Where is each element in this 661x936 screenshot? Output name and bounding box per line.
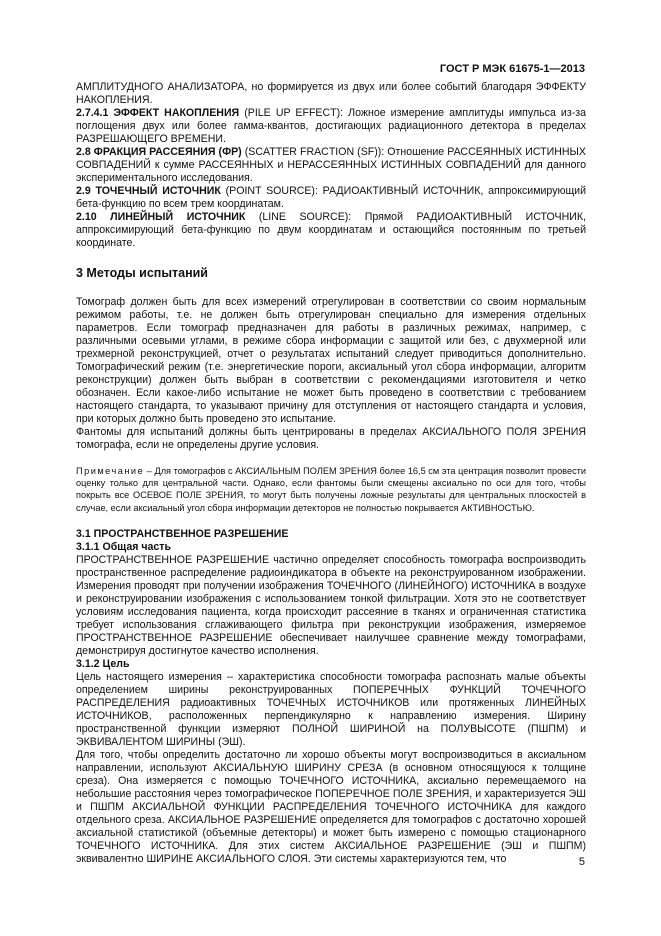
term-2-10 <box>76 211 586 250</box>
term-name: ЭФФЕКТ НАКОПЛЕНИЯ <box>113 107 240 119</box>
subsection-3-1-2-paragraph-2: Для того, чтобы определить достаточно ли хорошо объекты могут воспроизводиться в аксиальном направлении, используют АКСИАЛЬНУЮ ШИРИНУ СРЕЗА (в основном относящуюся к толщине среза). Она измеряется с помощью ТОЧЕЧНОГО ИСТОЧНИКА, аксиально перемещаемого на небольшие расстояния через томографическое ПОПЕРЕЧНОЕ ПОЛЕ ЗРЕНИЯ, и характеризуется ЭШ и ПШПМ АКСИАЛЬНОЙ ФУНКЦИИ РАСПРЕДЕЛЕНИЯ ТОЧЕЧНОГО ИСТОЧНИКА для каждого отдельного среза. АКСИАЛЬНОЕ РАЗРЕШЕНИЕ определяется для томографов с достаточно хорошей аксиальной статистикой (объемные детекторы) и может быть измерено с помощью стационарного ТОЧЕЧНОГО ИСТОЧНИКА. Для этих систем АКСИАЛЬНОЕ РАЗРЕШЕНИЕ (ЭШ и ПШПМ) эквивалентно ШИРИНЕ АКСИАЛЬНОГО СЛОЯ. Эти системы характеризуются тем, что <box>76 748 586 865</box>
note-text: – Для томографов с АКСИАЛЬНЫМ ПОЛЕМ ЗРЕНИЯ более 16,5 см эта центрация позволит провести оценку только для центральной части. Однако, если фантомы были смещены аксиально по оси для того, чтобы покрыть все ОСЕВОЕ ПОЛЕ ЗРЕНИЯ, то могут быть получены ложные результаты для центральных плоскостей в случае, если аксиальный угол сбора информации детекторов не полностью покрывается АКТИВНОСТЬЮ. <box>76 466 586 513</box>
term-2-9 <box>76 185 586 211</box>
term-definition: (LINE SOURCE): Прямой РАДИОАКТИВНЫЙ ИСТОЧНИК, аппроксимирующий бета-функцию по двум координатам и остающийся постоянным по третьей координате. <box>76 211 586 249</box>
note <box>76 465 586 514</box>
term-definition: (PILE UP EFFECT): Ложное измерение амплитуды импульса из-за поглощения двух или более гамма-квантов, достигающих радиационного детектора в пределах РАЗРЕШАЮЩЕГО ВРЕМЕНИ. <box>76 107 586 145</box>
term-name: ЛИНЕЙНЫЙ ИСТОЧНИК <box>110 211 246 223</box>
subsection-3-1-1-text: ПРОСТРАНСТВЕННОЕ РАЗРЕШЕНИЕ частично определяет способность томографа воспроизводить пространственное распределение радиоиндикатора в объекте на реконструированном изображении. Измерения проводят при получении изображения ТОЧЕЧНОГО (ЛИНЕЙНОГО) ИСТОЧНИКА в воздухе и реконструировании изображения с использованием тонкой фильтрации. Хотя это не соответствует условиям исследования пациента, когда происходит рассеяние в тканях и ограниченная статистика требует использования сглаживающего фильтра при реконструкции изображения, измеряемое ПРОСТРАНСТВЕННОЕ РАЗРЕШЕНИЕ обеспечивает наилучшее сравнение между томографами, демонстрируя достигнутое качество исполнения. <box>76 553 586 657</box>
section-3-paragraph-2: Фантомы для испытаний должны быть центрированы в пределах АКСИАЛЬНОГО ПОЛЯ ЗРЕНИЯ томографа, если не определены другие условия. <box>76 426 586 451</box>
intro-paragraph: АМПЛИТУДНОГО АНАЛИЗАТОРА, но формируется из двух или более событий благодаря ЭФФЕКТУ НАКОПЛЕНИЯ. <box>76 81 586 106</box>
term-definition: (POINT SOURCE): РАДИОАКТИВНЫЙ ИСТОЧНИК, аппроксимирующий бета-функцию по всем трем координатам. <box>76 185 586 210</box>
term-definition: (SCATTER FRACTION (SF)): Отношение РАССЕЯННЫХ ИСТИННЫХ СОВПАДЕНИЙ к сумме РАССЕЯННЫХ и НЕРАССЕЯННЫХ ИСТИННЫХ СОВПАДЕНИЙ для данного экспериментального исследования. <box>76 146 586 184</box>
term-number: 2.10 <box>76 211 97 223</box>
section-3-paragraph-1: Томограф должен быть для всех измерений отрегулирован в соответствии со своим нормальным режимом работы, т.е. не должен быть отрегулирован специально для измерения отдельных параметров. Если томограф предназначен для работы в различных режимах, например, с различными осевыми углами, в режиме сбора информации с защитой или без, с двухмерной или трехмерной реконструкцией, отчет о результатах испытаний следует приводиться дополнительно. Томографический режим (т.е. энергетические пороги, аксиальный угол сбора информации, алгоритм реконструкции) должен быть выбран в соответствии с рекомендациями изготовителя и четко обозначен. Если какое-либо испытание не может быть проведено в соответствии с требованием настоящего стандарта, то указывают причину для отступления от настоящего стандарта и условия, при которых должно быть проведено это испытание. <box>76 296 586 425</box>
term-name: ФРАКЦИЯ РАССЕЯНИЯ (ФР) <box>93 146 242 158</box>
term-name: ТОЧЕЧНЫЙ ИСТОЧНИК <box>95 185 221 197</box>
term-number: 2.9 <box>76 185 91 197</box>
term-2-8 <box>76 146 586 185</box>
subsection-3-1-title: 3.1 ПРОСТРАНСТВЕННОЕ РАЗРЕШЕНИЕ <box>76 527 289 540</box>
subsection-3-1-2-title: 3.1.2 Цель <box>76 657 130 670</box>
standard-header: ГОСТ Р МЭК 61675-1—2013 <box>439 63 585 75</box>
page-number: 5 <box>578 856 585 868</box>
section-3-title: 3 Методы испытаний <box>76 266 208 280</box>
term-2-7-4-1 <box>76 107 586 146</box>
subsection-3-1-1-title: 3.1.1 Общая часть <box>76 540 172 553</box>
term-number: 2.7.4.1 <box>76 107 109 119</box>
subsection-3-1-2-paragraph-1: Цель настоящего измерения – характеристика способности томографа распознать малые объекты определением ширины реконструированных ПОПЕРЕЧНЫХ ФУНКЦИЙ ТОЧЕЧНОГО РАСПРЕДЕЛЕНИЯ радиоактивных ТОЧЕЧНЫХ ИСТОЧНИКОВ или протяженных ЛИНЕЙНЫХ ИСТОЧНИКОВ, расположенных перпендикулярно к направлению измерения. Ширину пространственной функции измеряют ПОЛНОЙ ШИРИНОЙ на ПОЛУВЫСОТЕ (ПШПМ) и ЭКВИВАЛЕНТОМ ШИРИНЫ (ЭШ). <box>76 670 586 748</box>
note-label: Примечание <box>76 466 145 476</box>
page-content <box>76 81 586 866</box>
term-number: 2.8 <box>76 146 91 158</box>
